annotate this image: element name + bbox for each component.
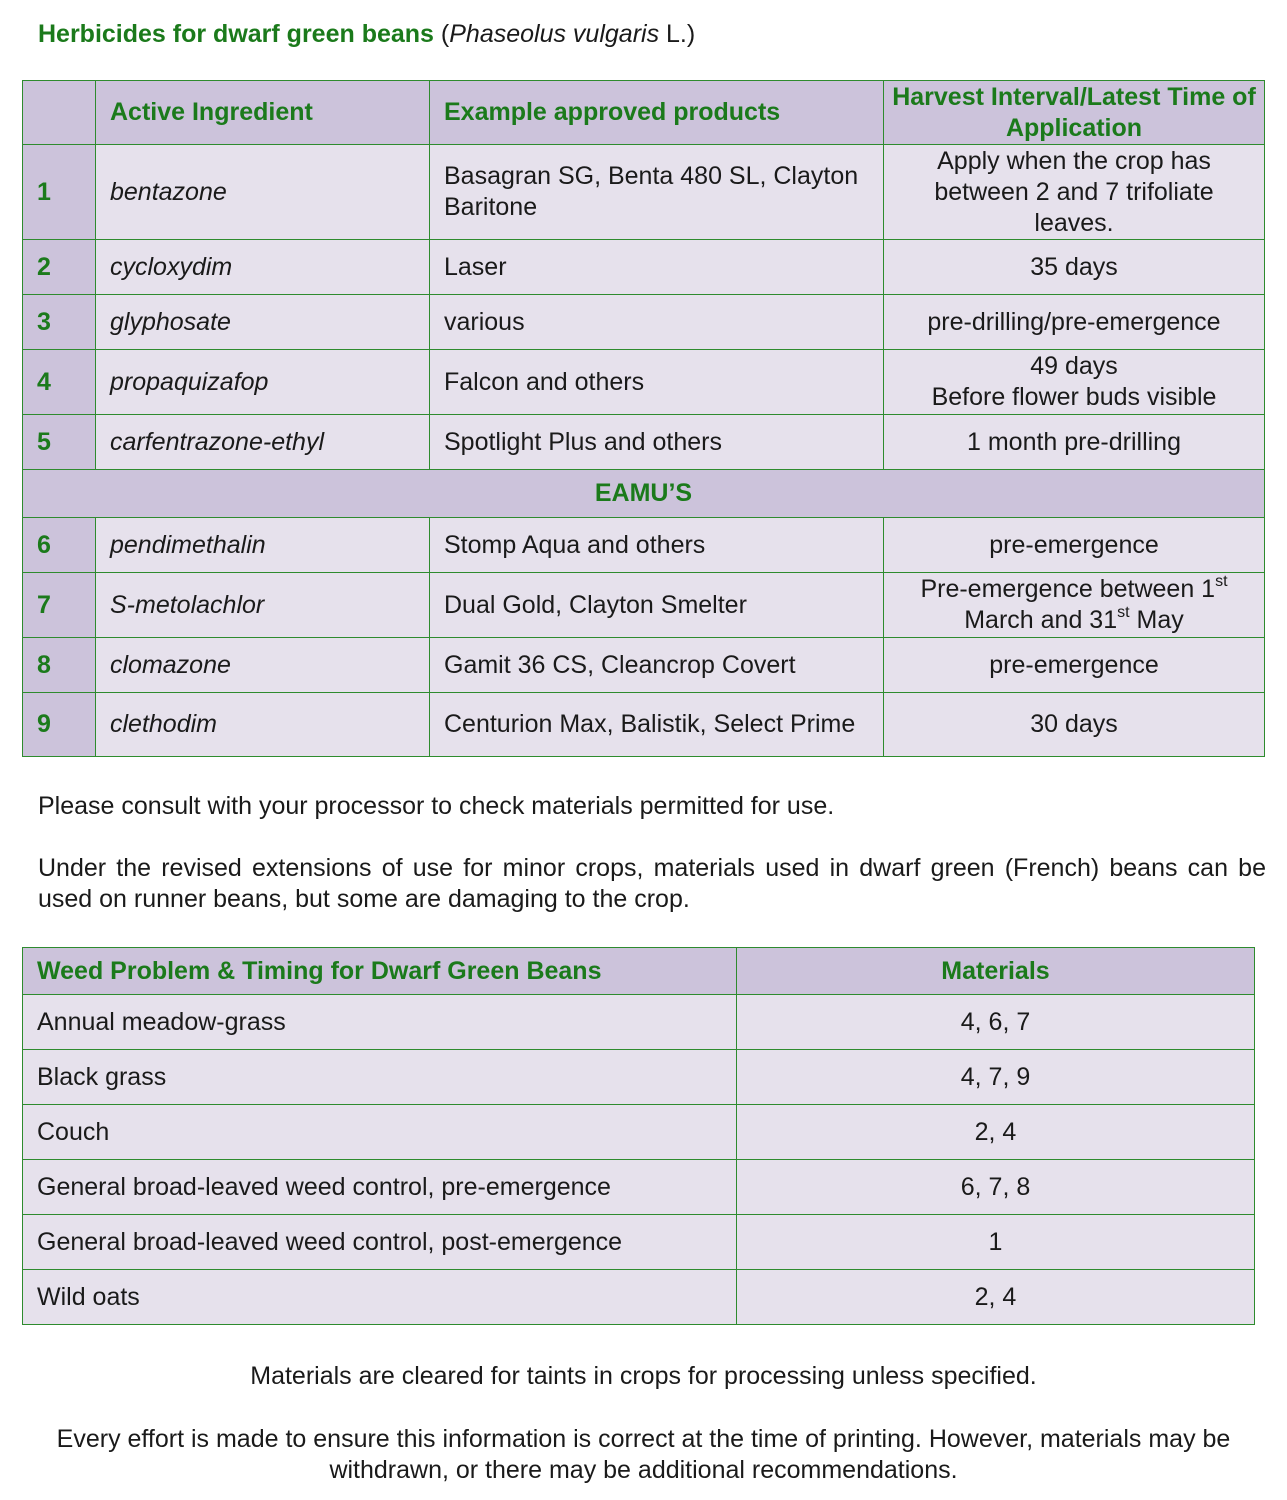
note-runner-beans: Under the revised extensions of use for minor crops, materials used in dwarf green (French) beans can be used on runner beans, but some are damaging to the crop. [38,854,1266,913]
row-products: Dual Gold, Clayton Smelter [430,573,884,638]
weed-table [22,947,1255,1325]
row-num: 3 [23,295,96,350]
row-num: 4 [23,350,96,415]
row-ingredient: propaquizafop [96,350,430,415]
table-row [23,1050,1255,1105]
interval-sup-a: st [1215,572,1228,590]
header-num [23,81,96,145]
title-open: ( [433,20,450,48]
table-header-row [23,948,1255,995]
weed-materials: 1 [737,1215,1255,1270]
row-num: 6 [23,518,96,573]
page-title [38,16,695,52]
table-row [23,573,1265,638]
weed-problem: General broad-leaved weed control, post-emergence [23,1215,737,1270]
title-species: Phaseolus vulgaris [449,20,660,48]
weed-materials: 6, 7, 8 [737,1160,1255,1215]
note-consult: Please consult with your processor to check materials permitted for use. [38,792,835,820]
row-num: 7 [23,573,96,638]
interval-part-c: May [1129,606,1184,634]
weed-problem: Black grass [23,1050,737,1105]
row-interval: pre-emergence [884,638,1265,693]
table-row [23,693,1265,757]
table-row [23,1160,1255,1215]
table-row [23,145,1265,240]
table-header-row [23,81,1265,145]
row-interval: Apply when the crop has between 2 and 7 trifoliate leaves. [884,145,1265,240]
table-row [23,240,1265,295]
table-row [23,995,1255,1050]
row-interval: 35 days [884,240,1265,295]
interval-part-a: Pre-emergence between 1 [920,575,1216,603]
header-products: Example approved products [430,81,884,145]
interval-sup-b: st [1117,603,1130,621]
row-products: Spotlight Plus and others [430,415,884,470]
row-interval: pre-drilling/pre-emergence [884,295,1265,350]
row-num: 1 [23,145,96,240]
row-interval: pre-emergence [884,518,1265,573]
row-products: Falcon and others [430,350,884,415]
row-products: Gamit 36 CS, Cleancrop Covert [430,638,884,693]
row-num: 2 [23,240,96,295]
interval-line-2: Before flower buds visible [931,383,1217,411]
weed-problem: General broad-leaved weed control, pre-emergence [23,1160,737,1215]
table-row [23,350,1265,415]
row-ingredient: cycloxydim [96,240,430,295]
title-main: Herbicides for dwarf green beans [38,20,434,48]
section-row [23,470,1265,518]
table-row [23,415,1265,470]
row-ingredient: bentazone [96,145,430,240]
table-row [23,518,1265,573]
header-materials: Materials [737,948,1255,995]
row-interval [884,573,1265,638]
table-row [23,1215,1255,1270]
weed-problem: Annual meadow-grass [23,995,737,1050]
row-interval: 30 days [884,693,1265,757]
table-row [23,1105,1255,1160]
table-row [23,295,1265,350]
row-ingredient: glyphosate [96,295,430,350]
row-ingredient: S-metolachlor [96,573,430,638]
footer-disclaimer: Every effort is made to ensure this information is correct at the time of printing. However, materials may be withdrawn, or there may be additional recommendations. [56,1425,1231,1484]
interval-line-1: 49 days [1030,352,1118,380]
section-label: EAMU’S [23,470,1265,518]
weed-problem: Couch [23,1105,737,1160]
row-interval: 1 month pre-drilling [884,415,1265,470]
header-ingredient: Active Ingredient [96,81,430,145]
interval-part-b: March and 31 [964,606,1118,634]
row-products: Stomp Aqua and others [430,518,884,573]
weed-materials: 2, 4 [737,1105,1255,1160]
header-interval: Harvest Interval/Latest Time of Application [884,81,1265,145]
row-num: 9 [23,693,96,757]
weed-materials: 2, 4 [737,1270,1255,1325]
herbicide-table [22,80,1265,757]
weed-materials: 4, 6, 7 [737,995,1255,1050]
row-products: various [430,295,884,350]
row-ingredient: carfentrazone-ethyl [96,415,430,470]
table-row [23,638,1265,693]
weed-problem: Wild oats [23,1270,737,1325]
title-close: L.) [659,20,696,48]
row-num: 5 [23,415,96,470]
row-ingredient: clethodim [96,693,430,757]
row-products: Laser [430,240,884,295]
footer-taints: Materials are cleared for taints in crops for processing unless specified. [250,1362,1037,1390]
row-ingredient: pendimethalin [96,518,430,573]
row-interval [884,350,1265,415]
row-ingredient: clomazone [96,638,430,693]
header-weed-problem: Weed Problem & Timing for Dwarf Green Beans [23,948,737,995]
row-products: Basagran SG, Benta 480 SL, Clayton Baritone [430,145,884,240]
row-num: 8 [23,638,96,693]
row-products: Centurion Max, Balistik, Select Prime [430,693,884,757]
weed-materials: 4, 7, 9 [737,1050,1255,1105]
table-row [23,1270,1255,1325]
